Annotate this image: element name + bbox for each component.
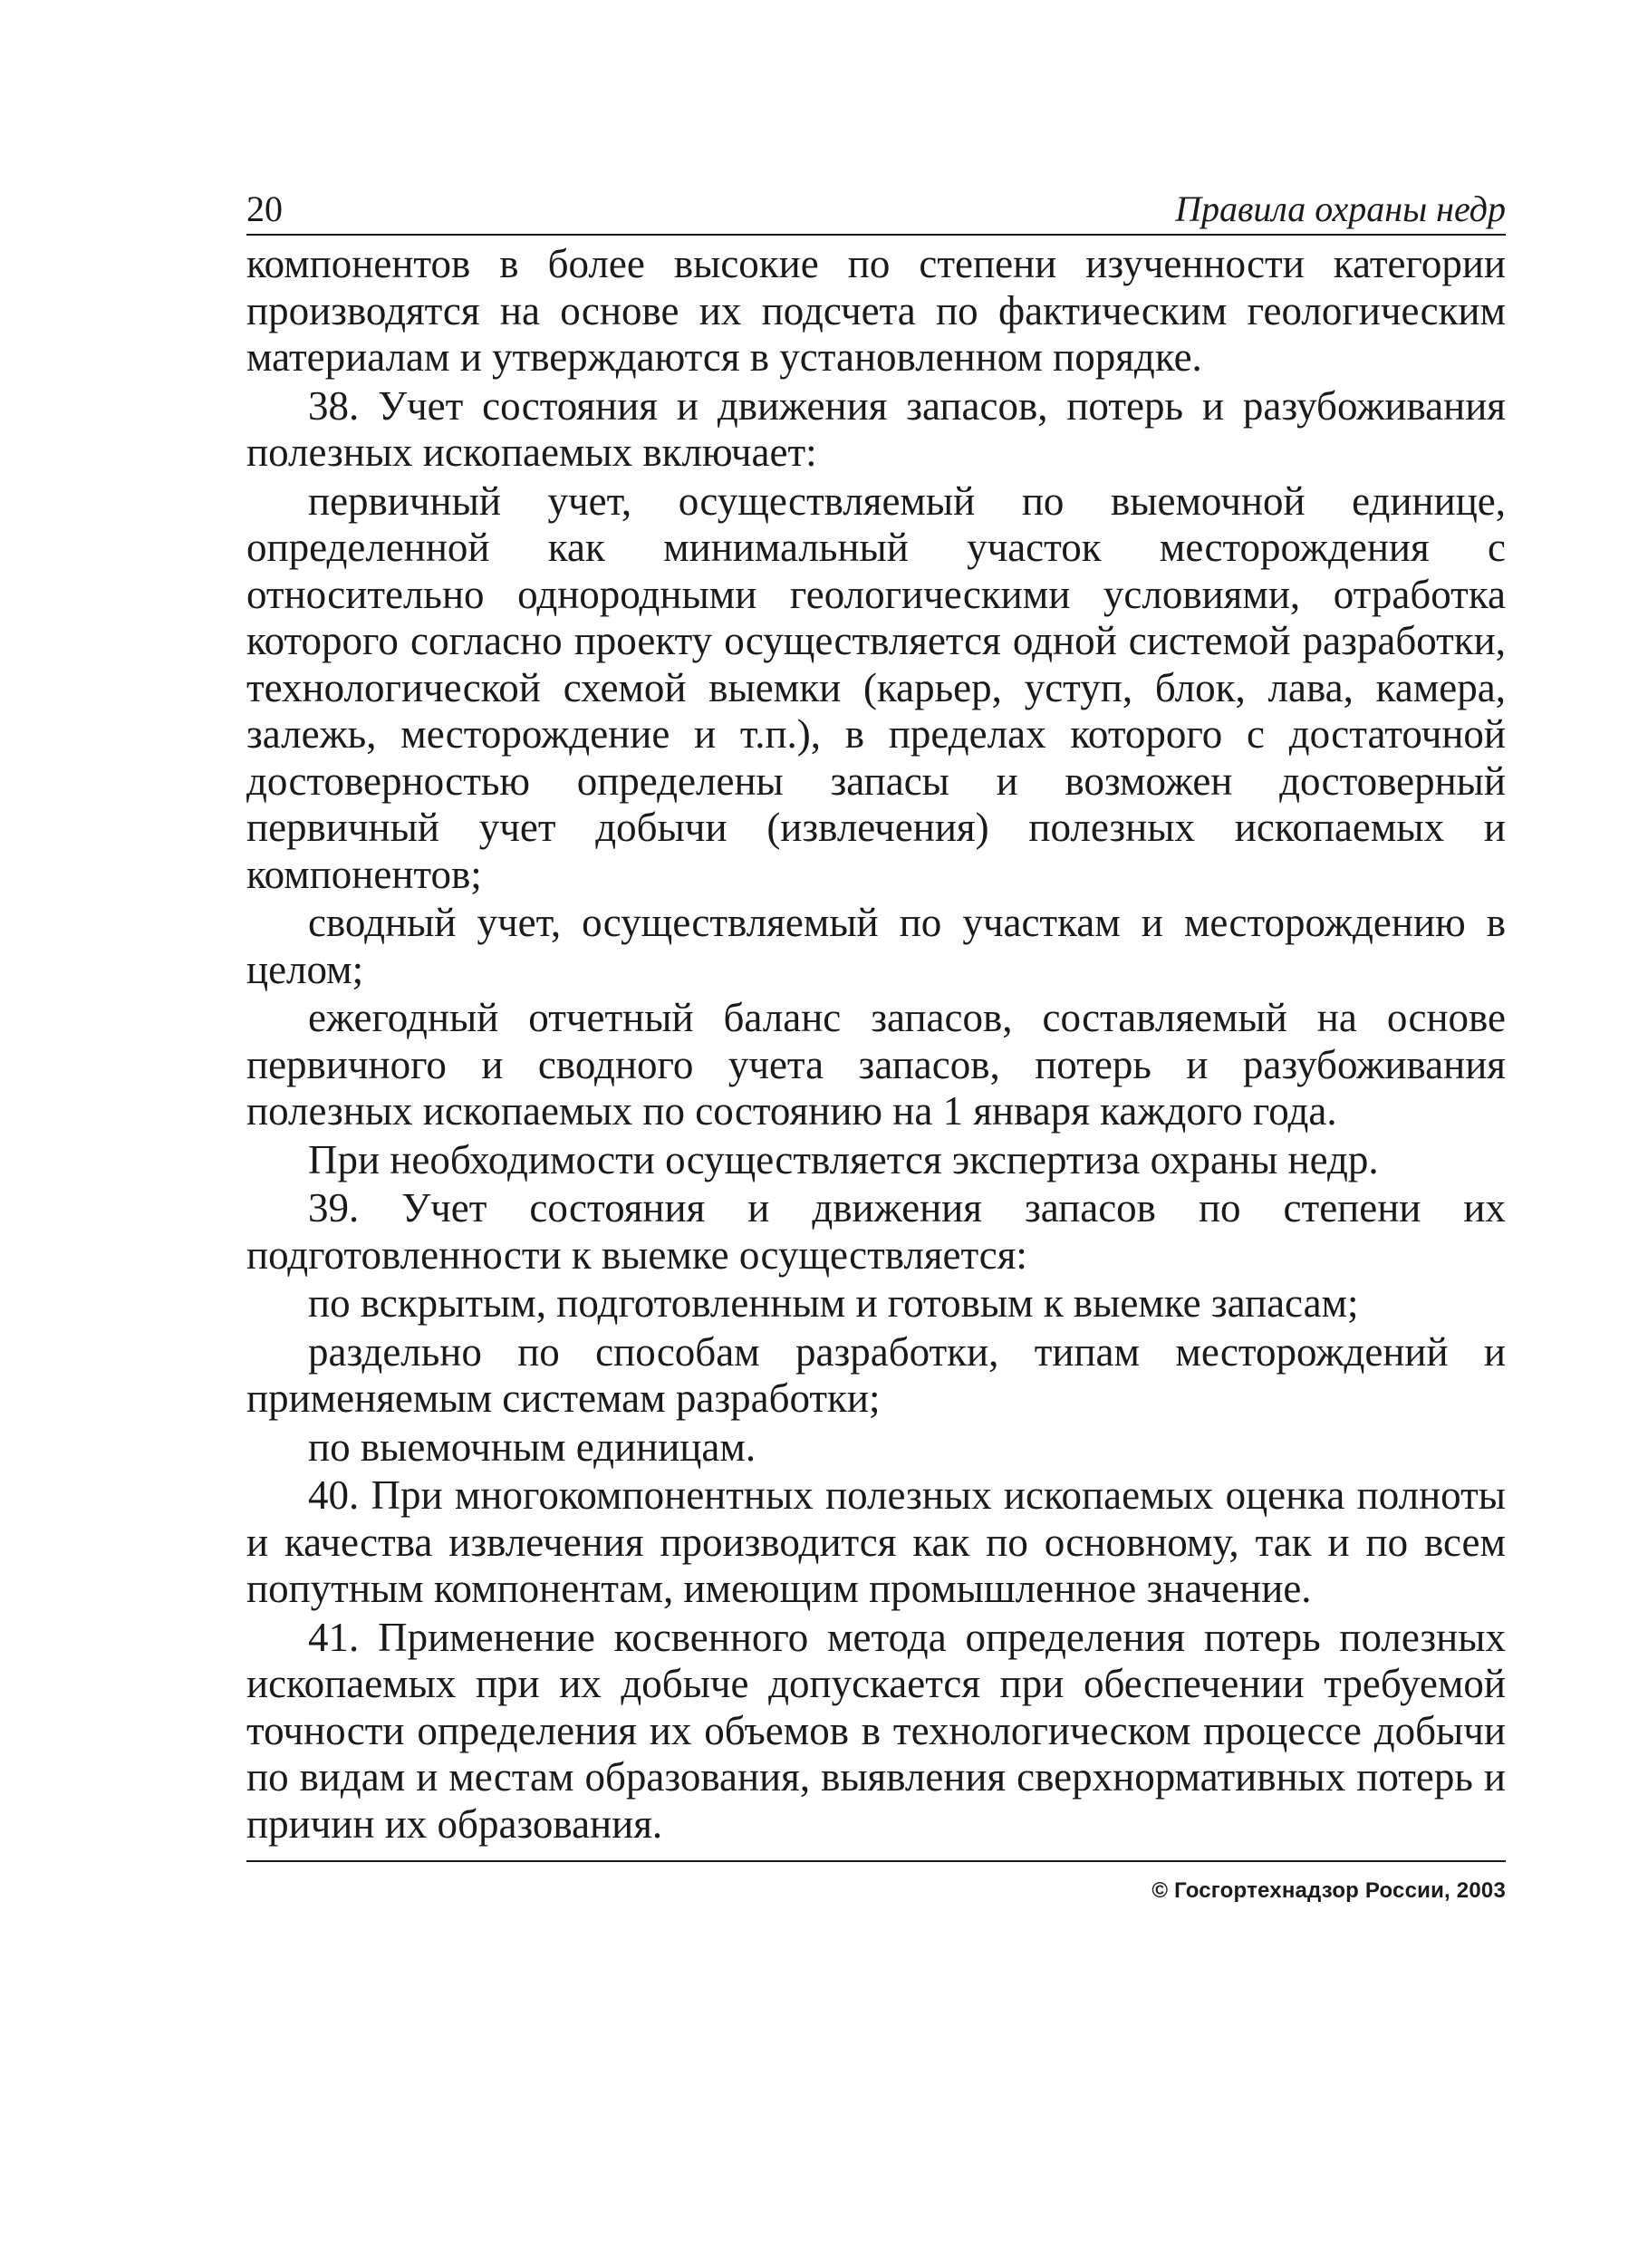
paragraph-by-units: по выемочным единицам. (308, 1424, 756, 1470)
book-page (246, 181, 1506, 1904)
paragraph-38: 38. Учет состояния и движения запасов, потерь и разубоживания полезных ископаемых включает: (246, 382, 1506, 475)
paragraph-by-methods: раздельно по способам разработки, типам месторождений и применяемым системам разработки; (246, 1328, 1506, 1421)
copyright-notice: © Госгортехнадзор России, 2003 (1151, 1878, 1506, 1903)
running-header (246, 181, 1506, 236)
running-title: Правила охраны недр (1175, 188, 1506, 229)
body-text (246, 241, 1506, 1848)
paragraph-opened-reserves: по вскрытым, подготовленным и готовым к выемке запасам; (308, 1280, 1359, 1326)
paragraph-expertise: При необходимости осуществляется экспертиза охраны недр. (308, 1136, 1379, 1182)
page-number: 20 (246, 188, 283, 229)
paragraph-continuation: компонентов в более высокие по степени изученности категории производятся на основе их подсчета по фактическим геологическим материалам и утверждаются в установленном порядке. (246, 241, 1506, 380)
paragraph-41: 41. Применение косвенного метода определения потерь полезных ископаемых при их добыче допускается при обеспечении требуемой точности определения их объемов в технологическом процессе добычи по видам и местам образования, выявления сверхнормативных потерь и причин их образования. (246, 1614, 1506, 1847)
paragraph-primary-accounting: первичный учет, осуществляемый по выемочной единице, определенной как минимальный участок месторождения с относительно однородными геологическими условиями, отработка которого согласно проекту осуществляется одной системой разработки, технологической схемой выемки (карьер, уступ, блок, лава, камера, залежь, месторождение и т.п.), в пределах которого с достаточной достоверностью определены запасы и возможен достоверный первичный учет добычи (извлечения) полезных ископаемых и компонентов; (246, 478, 1506, 897)
footer-rule (246, 1860, 1506, 1862)
paragraph-summary-accounting: сводный учет, осуществляемый по участкам и месторождению в целом; (246, 900, 1506, 992)
paragraph-annual-balance: ежегодный отчетный баланс запасов, составляемый на основе первичного и сводного учета запасов, потерь и разубоживания полезных ископаемых по состоянию на 1 января каждого года. (246, 995, 1506, 1134)
paragraph-39: 39. Учет состояния и движения запасов по степени их подготовленности к выемке осуществляется: (246, 1185, 1506, 1278)
paragraph-40: 40. При многокомпонентных полезных ископаемых оценка полноты и качества извлечения производится как по основному, так и по всем попутным компонентам, имеющим промышленное значение. (246, 1472, 1506, 1611)
